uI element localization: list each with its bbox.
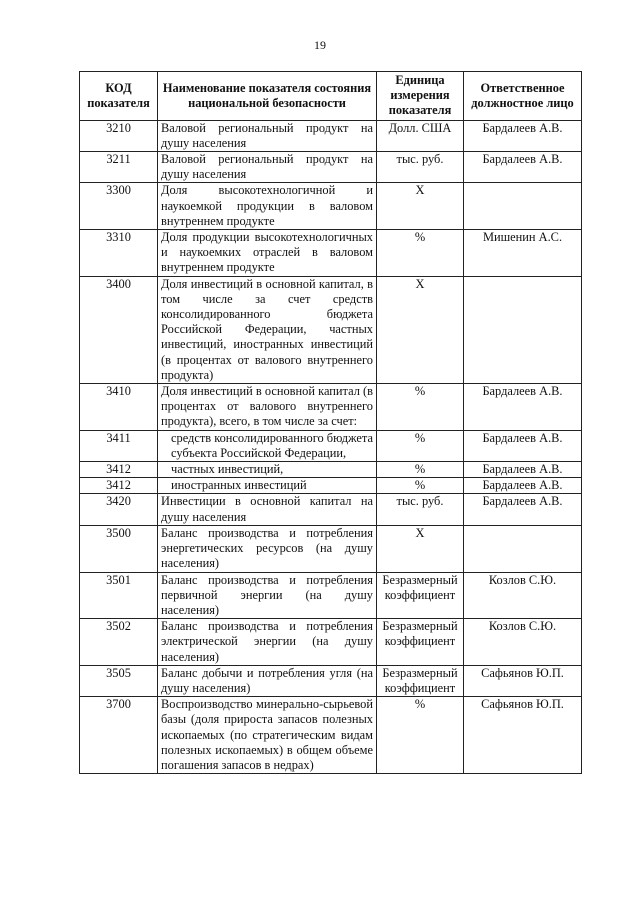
row-code: 3502 xyxy=(80,619,158,666)
row-code: 3400 xyxy=(80,276,158,383)
header-code: КОД показателя xyxy=(80,72,158,121)
row-code: 3310 xyxy=(80,230,158,277)
row-person: Бардалеев А.В. xyxy=(464,462,582,478)
row-name: иностранных инвестиций xyxy=(158,478,377,494)
row-name: Баланс производства и потребления первичной энергии (на душу населения) xyxy=(158,572,377,619)
header-row xyxy=(80,72,582,121)
row-unit: % xyxy=(377,430,464,461)
row-unit: X xyxy=(377,183,464,230)
row-name: Валовой региональный продукт на душу населения xyxy=(158,120,377,151)
row-name: Доля продукции высокотехнологичных и наукоемких отраслей в валовом внутреннем продукте xyxy=(158,230,377,277)
row-name: Доля высокотехнологичной и наукоемкой продукции в валовом внутреннем продукте xyxy=(158,183,377,230)
row-person: Козлов С.Ю. xyxy=(464,572,582,619)
row-name: частных инвестиций, xyxy=(158,462,377,478)
row-person xyxy=(464,183,582,230)
row-person: Бардалеев А.В. xyxy=(464,494,582,525)
row-person: Бардалеев А.В. xyxy=(464,120,582,151)
row-unit: Долл. США xyxy=(377,120,464,151)
row-code: 3300 xyxy=(80,183,158,230)
row-name: Баланс производства и потребления энергетических ресурсов (на душу населения) xyxy=(158,525,377,572)
table-body xyxy=(80,120,582,774)
table-row xyxy=(80,183,582,230)
table-row xyxy=(80,478,582,494)
row-unit: Безразмерный коэффициент xyxy=(377,572,464,619)
table-row xyxy=(80,276,582,383)
row-name: Инвестиции в основной капитал на душу населения xyxy=(158,494,377,525)
row-person: Козлов С.Ю. xyxy=(464,619,582,666)
row-unit: % xyxy=(377,230,464,277)
table-header xyxy=(80,72,582,121)
table-row xyxy=(80,619,582,666)
row-code: 3412 xyxy=(80,478,158,494)
row-person: Мишенин А.С. xyxy=(464,230,582,277)
row-code: 3505 xyxy=(80,665,158,696)
table-row xyxy=(80,697,582,774)
row-unit: Безразмерный коэффициент xyxy=(377,619,464,666)
table-row xyxy=(80,384,582,431)
row-code: 3700 xyxy=(80,697,158,774)
table-row xyxy=(80,494,582,525)
table-row xyxy=(80,430,582,461)
row-code: 3500 xyxy=(80,525,158,572)
row-person xyxy=(464,276,582,383)
row-name: средств консолидированного бюджета субъекта Российской Федерации, xyxy=(158,430,377,461)
row-code: 3211 xyxy=(80,152,158,183)
header-name: Наименование показателя состояния национальной безопасности xyxy=(158,72,377,121)
row-unit: X xyxy=(377,525,464,572)
row-name: Баланс добычи и потребления угля (на душу населения) xyxy=(158,665,377,696)
row-code: 3501 xyxy=(80,572,158,619)
table-row xyxy=(80,152,582,183)
row-person: Бардалеев А.В. xyxy=(464,152,582,183)
row-unit: % xyxy=(377,478,464,494)
page-number: 19 xyxy=(314,38,326,52)
row-person: Сафьянов Ю.П. xyxy=(464,697,582,774)
header-person: Ответственное должностное лицо xyxy=(464,72,582,121)
table-row xyxy=(80,120,582,151)
row-unit: тыс. руб. xyxy=(377,152,464,183)
row-code: 3411 xyxy=(80,430,158,461)
row-person: Сафьянов Ю.П. xyxy=(464,665,582,696)
table-row xyxy=(80,572,582,619)
row-unit: % xyxy=(377,462,464,478)
row-unit: % xyxy=(377,697,464,774)
row-unit: X xyxy=(377,276,464,383)
row-name: Воспроизводство минерально-сырьевой базы (доля прироста запасов полезных ископаемых (по стратегическим видам полезных ископаемых) в общем объеме погашения запасов в недрах) xyxy=(158,697,377,774)
row-code: 3410 xyxy=(80,384,158,431)
table-row xyxy=(80,230,582,277)
row-unit: Безразмерный коэффициент xyxy=(377,665,464,696)
row-unit: % xyxy=(377,384,464,431)
row-name: Доля инвестиций в основной капитал (в процентах от валового внутреннего продукта), всего, в том числе за счет: xyxy=(158,384,377,431)
row-person: Бардалеев А.В. xyxy=(464,430,582,461)
row-code: 3420 xyxy=(80,494,158,525)
row-unit: тыс. руб. xyxy=(377,494,464,525)
row-person xyxy=(464,525,582,572)
row-code: 3210 xyxy=(80,120,158,151)
indicators-table xyxy=(79,71,582,774)
row-person: Бардалеев А.В. xyxy=(464,478,582,494)
row-name: Доля инвестиций в основной капитал, в том числе за счет средств консолидированного бюджета Российской Федерации, частных инвестиций, иностранных инвестиций (в процентах от валового внутреннего продукта) xyxy=(158,276,377,383)
table-row xyxy=(80,525,582,572)
table-row xyxy=(80,462,582,478)
table-row xyxy=(80,665,582,696)
row-person: Бардалеев А.В. xyxy=(464,384,582,431)
row-code: 3412 xyxy=(80,462,158,478)
header-unit: Единица измерения показателя xyxy=(377,72,464,121)
row-name: Баланс производства и потребления электрической энергии (на душу населения) xyxy=(158,619,377,666)
row-name: Валовой региональный продукт на душу населения xyxy=(158,152,377,183)
